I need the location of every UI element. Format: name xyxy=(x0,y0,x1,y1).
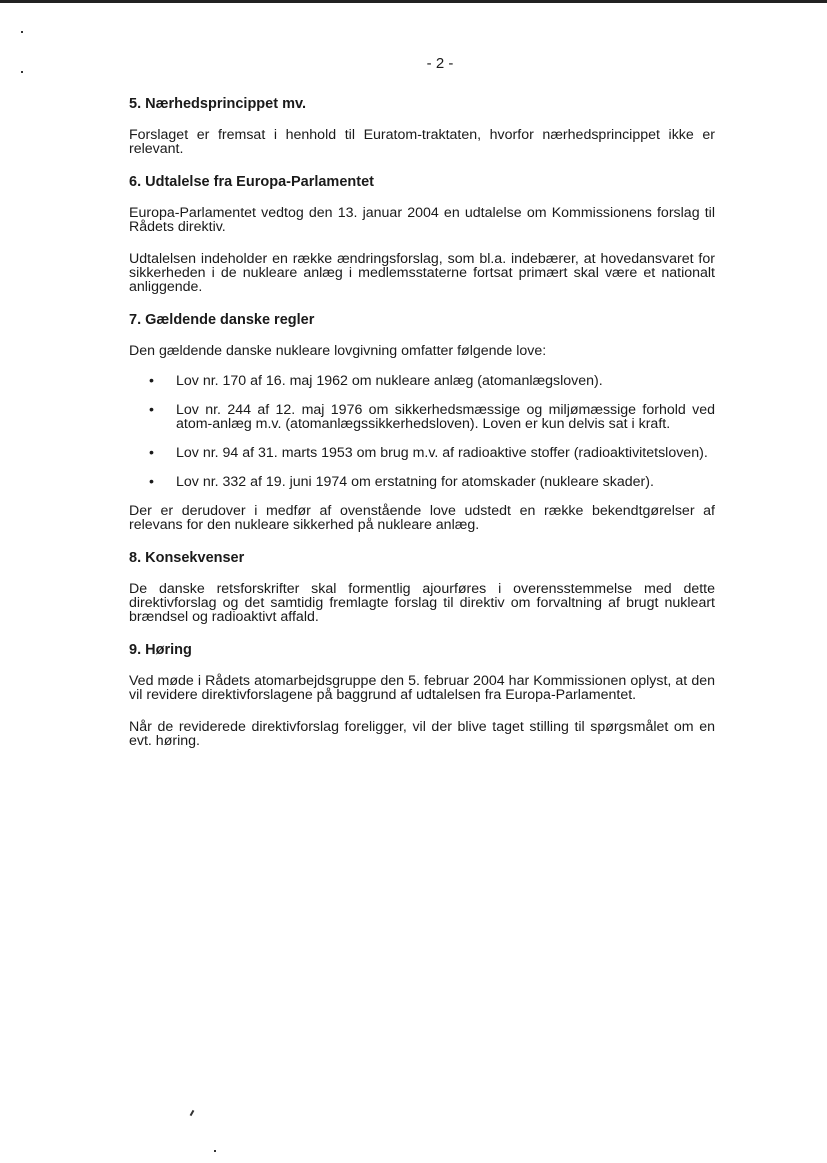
section-heading: 6. Udtalelse fra Europa-Parlamentet xyxy=(129,174,374,190)
paragraph: Den gældende danske nukleare lovgivning omfatter følgende love: xyxy=(129,343,547,359)
paragraph: Ved møde i Rådets atomarbejdsgruppe den 5. februar 2004 har Kommissionen oplyst, at den vil revidere direktivforslagene på baggrund af udtalelsen fra Europa-Parlamentet. xyxy=(129,673,715,703)
page-number: - 2 - xyxy=(426,55,454,72)
section-consultation xyxy=(129,642,715,748)
paragraph: Udtalelsen indeholder en række ændringsforslag, som bl.a. indebærer, at hovedansvaret for sikkerheden i de nukleare anlæg i medlemsstaterne fortsat primært skal være et nationalt anliggende. xyxy=(129,251,715,295)
section-danish-rules xyxy=(129,312,715,532)
law-list xyxy=(129,374,715,489)
list-item-text: Lov nr. 94 af 31. marts 1953 om brug m.v. af radioaktive stoffer (radioaktivitetsloven). xyxy=(176,445,708,461)
paragraph: Når de reviderede direktivforslag foreligger, vil der blive taget stilling til spørgsmålet om en evt. høring. xyxy=(129,719,715,749)
section-heading: 9. Høring xyxy=(129,642,192,658)
scan-speck xyxy=(21,71,23,73)
bullet-icon: • xyxy=(149,445,154,461)
list-item xyxy=(129,403,715,431)
paragraph: Der er derudover i medfør af ovenstående love udstedt en række bekendtgørelser af relevans for den nukleare sikkerhed på nukleare anlæg. xyxy=(129,503,715,533)
paragraph: De danske retsforskrifter skal formentlig ajourføres i overensstemmelse med dette direktivforslag og det samtidig fremlagte forslag til direktiv om forvaltning af brugt nukleart brændsel og radioaktivt affald. xyxy=(129,581,715,625)
scan-speck xyxy=(190,1110,195,1116)
section-heading: 5. Nærhedsprincippet mv. xyxy=(129,96,306,112)
top-rule xyxy=(0,0,827,3)
section-subsidiarity xyxy=(129,96,715,156)
scan-speck xyxy=(21,31,23,33)
section-heading: 7. Gældende danske regler xyxy=(129,312,315,328)
bullet-icon: • xyxy=(149,474,154,490)
bullet-icon: • xyxy=(149,373,154,389)
bullet-icon: • xyxy=(149,402,154,418)
section-parliament-opinion xyxy=(129,174,715,294)
scan-speck xyxy=(214,1150,216,1152)
list-item-text: Lov nr. 170 af 16. maj 1962 om nukleare anlæg (atomanlægsloven). xyxy=(176,373,603,389)
list-item xyxy=(129,475,715,489)
paragraph: Europa-Parlamentet vedtog den 13. januar 2004 en udtalelse om Kommissionens forslag til Rådets direktiv. xyxy=(129,205,715,235)
paragraph: Forslaget er fremsat i henhold til Euratom-traktaten, hvorfor nærhedsprincippet ikke er relevant. xyxy=(129,127,715,157)
list-item xyxy=(129,446,715,460)
list-item xyxy=(129,374,715,388)
list-item-text: Lov nr. 332 af 19. juni 1974 om erstatning for atomskader (nukleare skader). xyxy=(176,474,654,490)
section-consequences xyxy=(129,550,715,624)
list-item-text: Lov nr. 244 af 12. maj 1976 om sikkerhedsmæssige og miljømæssige forhold ved atom-anlæg m.v. (atomanlægssikkerhedsloven). Loven er kun delvis sat i kraft. xyxy=(176,402,715,432)
document-body xyxy=(129,96,715,766)
section-heading: 8. Konsekvenser xyxy=(129,550,245,566)
